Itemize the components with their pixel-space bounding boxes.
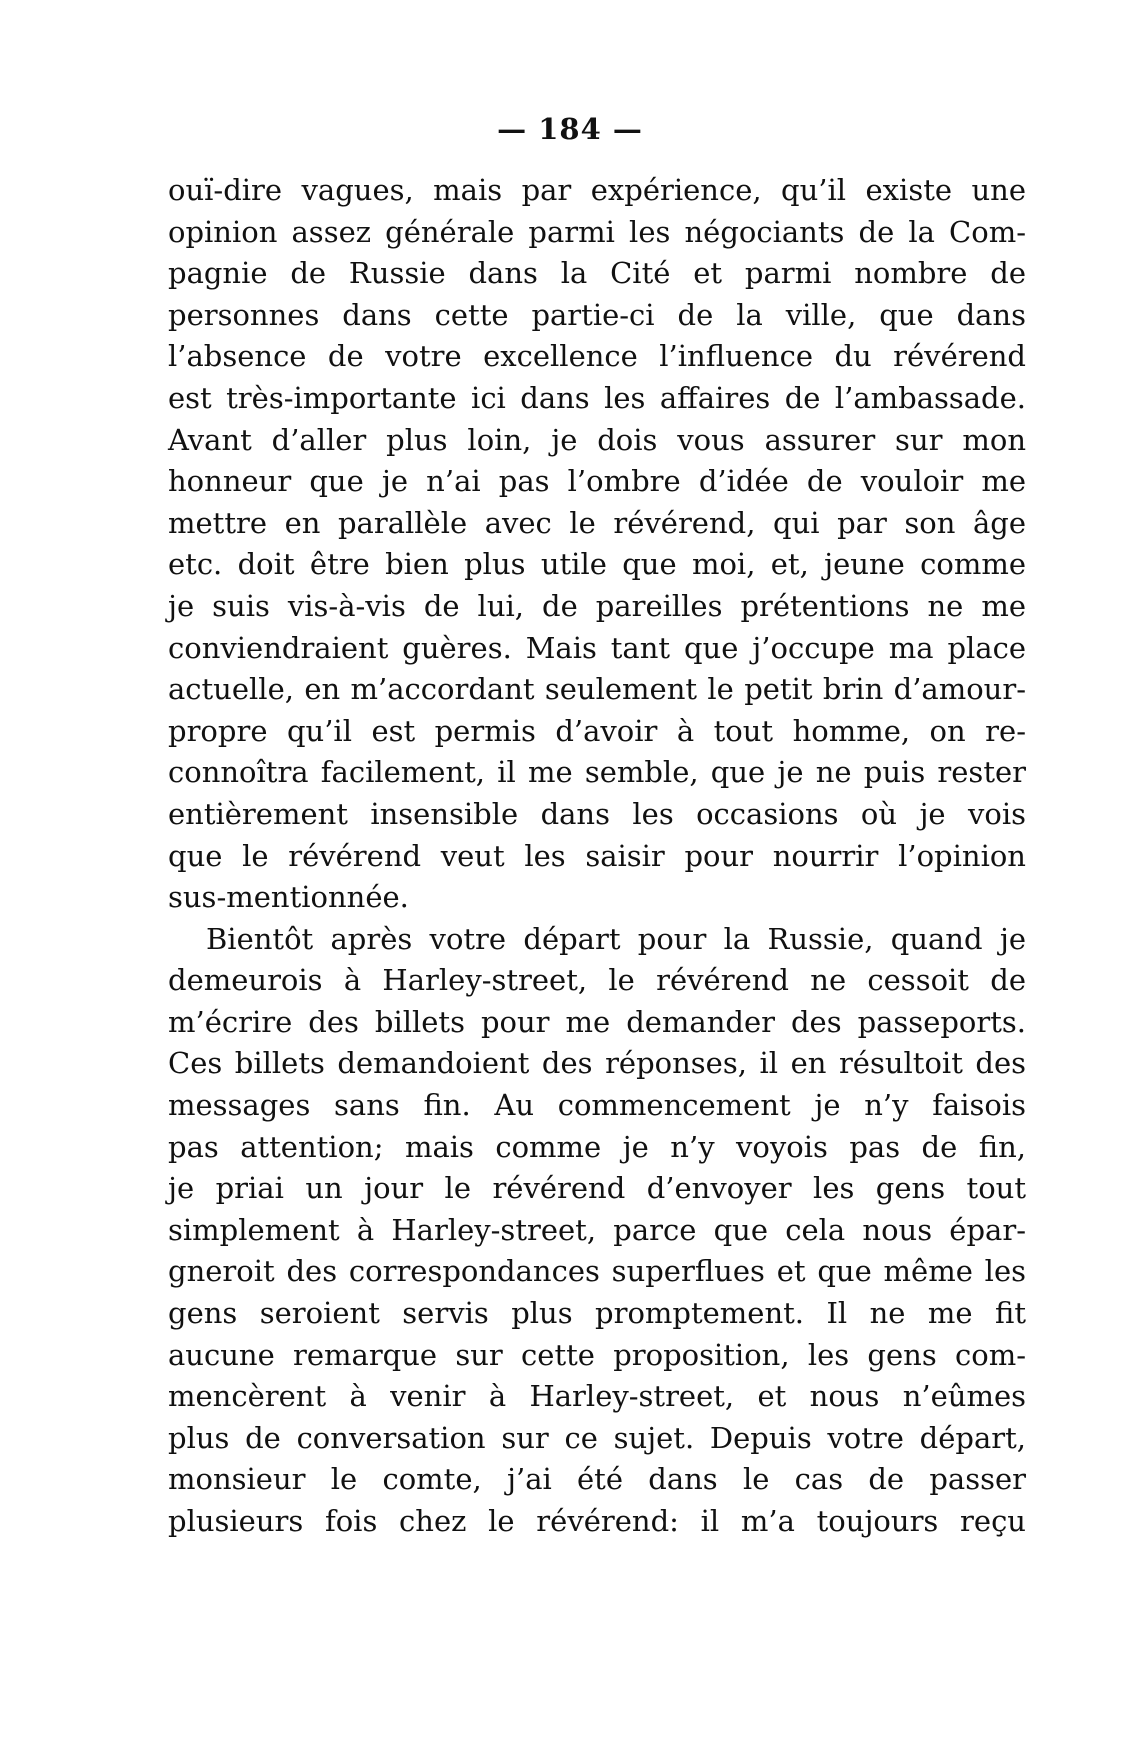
text-line: mencèrent à venir à Harley-street, et nous n’eûmes — [168, 1379, 1026, 1414]
body-text — [168, 170, 1026, 1543]
text-line: monsieur le comte, j’ai été dans le cas de passer — [168, 1462, 1026, 1497]
text-line: Bientôt après votre départ pour la Russie, quand je — [206, 921, 1026, 956]
text-line: connoîtra facilement, il me semble, que je ne puis rester — [168, 755, 1026, 790]
text-line: est très-importante ici dans les affaires de l’ambassade. — [168, 380, 1026, 415]
text-line: ouï-dire vagues, mais par expérience, qu’il existe une — [168, 173, 1026, 207]
text-line: etc. doit être bien plus utile que moi, et, jeune comme — [168, 547, 1026, 582]
text-line: pas attention; mais comme je n’y voyois pas de fin, — [168, 1129, 1026, 1164]
text-line: entièrement insensible dans les occasions où je vois — [168, 796, 1026, 831]
text-line: demeurois à Harley-street, le révérend ne cessoit de — [168, 963, 1026, 998]
text-line: conviendraient guères. Mais tant que j’occupe ma place — [168, 630, 1026, 665]
text-line: je priai un jour le révérend d’envoyer les gens tout — [168, 1171, 1026, 1206]
text-line: m’écrire des billets pour me demander des passeports. — [168, 1004, 1026, 1039]
page-number: — 184 — — [497, 112, 643, 146]
text-line: opinion assez générale parmi les négociants de la Com- — [168, 214, 1026, 249]
text-line: sus-mentionnée. — [168, 880, 409, 915]
text-line: personnes dans cette partie-ci de la ville, que dans — [168, 297, 1026, 332]
text-line: plus de conversation sur ce sujet. Depuis votre départ, — [168, 1420, 1026, 1455]
text-line: messages sans fin. Au commencement je n’y faisois — [168, 1088, 1026, 1123]
text-line: mettre en parallèle avec le révérend, qui par son âge — [168, 505, 1026, 540]
text-line: que le révérend veut les saisir pour nourrir l’opinion — [168, 838, 1026, 873]
text-line: honneur que je n’ai pas l’ombre d’idée de vouloir me — [168, 464, 1026, 499]
text-line: Avant d’aller plus loin, je dois vous assurer sur mon — [168, 422, 1026, 457]
text-line: Ces billets demandoient des réponses, il en résultoit des — [168, 1046, 1026, 1081]
text-line: je suis vis-à-vis de lui, de pareilles prétentions ne me — [168, 588, 1026, 623]
text-line: gneroit des correspondances superflues et que même les — [168, 1254, 1026, 1289]
text-line: plusieurs fois chez le révérend: il m’a toujours reçu — [168, 1504, 1026, 1538]
text-line: propre qu’il est permis d’avoir à tout homme, on re- — [168, 713, 1026, 748]
text-line: gens seroient servis plus promptement. Il ne me fit — [168, 1296, 1026, 1331]
text-line: actuelle, en m’accordant seulement le petit brin d’amour- — [168, 672, 1026, 707]
text-line: pagnie de Russie dans la Cité et parmi nombre de — [168, 256, 1026, 291]
text-line: aucune remarque sur cette proposition, les gens com- — [168, 1337, 1026, 1372]
text-line: l’absence de votre excellence l’influence du révérend — [168, 339, 1026, 374]
text-line: simplement à Harley-street, parce que cela nous épar- — [168, 1212, 1026, 1247]
